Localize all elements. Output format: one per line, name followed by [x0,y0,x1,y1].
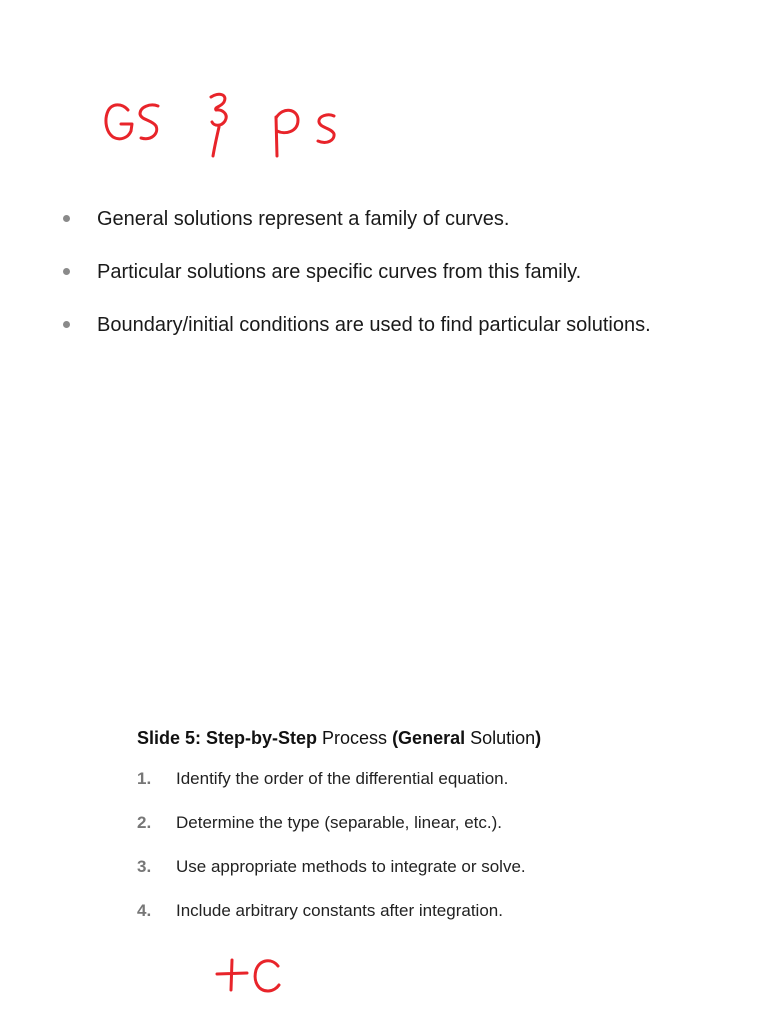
bullet-text: General solutions represent a family of curves. [97,208,510,230]
steps-list [137,766,541,924]
bullet-item [60,256,651,288]
bullet-list [60,203,651,362]
slide-title-close: ) [535,728,542,748]
slide-title-lead: Slide 5: Step-by-Step [137,728,323,748]
slide-title-process: Process [322,728,388,748]
ink-plus-sign [217,960,247,990]
step-item [137,766,541,792]
step-number: 1. [137,769,152,788]
bullet-dot [63,215,70,222]
handwritten-plus-c [0,940,768,1010]
step-text: Include arbitrary constants after integration. [176,901,503,920]
ink-letter-p [276,110,298,156]
step-text: Use appropriate methods to integrate or solve. [176,857,526,876]
ink-letter-s [140,105,158,139]
step-number: 3. [137,857,152,876]
step-text: Determine the type (separable, linear, etc.). [176,813,502,832]
bullet-item [60,203,651,235]
slide-title [137,725,541,751]
bullet-dot [63,268,70,275]
ink-letter-g [106,105,132,139]
slide-title-general: (General [387,728,471,748]
step-number: 2. [137,813,152,832]
ink-letter-s2 [318,115,334,143]
slide-excerpt [137,725,541,942]
step-item [137,898,541,924]
step-item [137,810,541,836]
ink-arrow-symbol [211,94,226,156]
handwritten-gs-to-ps [0,0,768,200]
bullet-text: Boundary/initial conditions are used to find particular solutions. [97,314,651,336]
bullet-text: Particular solutions are specific curves from this family. [97,261,582,283]
bullet-dot [63,321,70,328]
slide-title-solution: Solution [470,728,536,748]
ink-letter-c [255,961,279,991]
step-text: Identify the order of the differential equation. [176,769,509,788]
bullet-item [60,309,651,341]
step-item [137,854,541,880]
step-number: 4. [137,901,152,920]
